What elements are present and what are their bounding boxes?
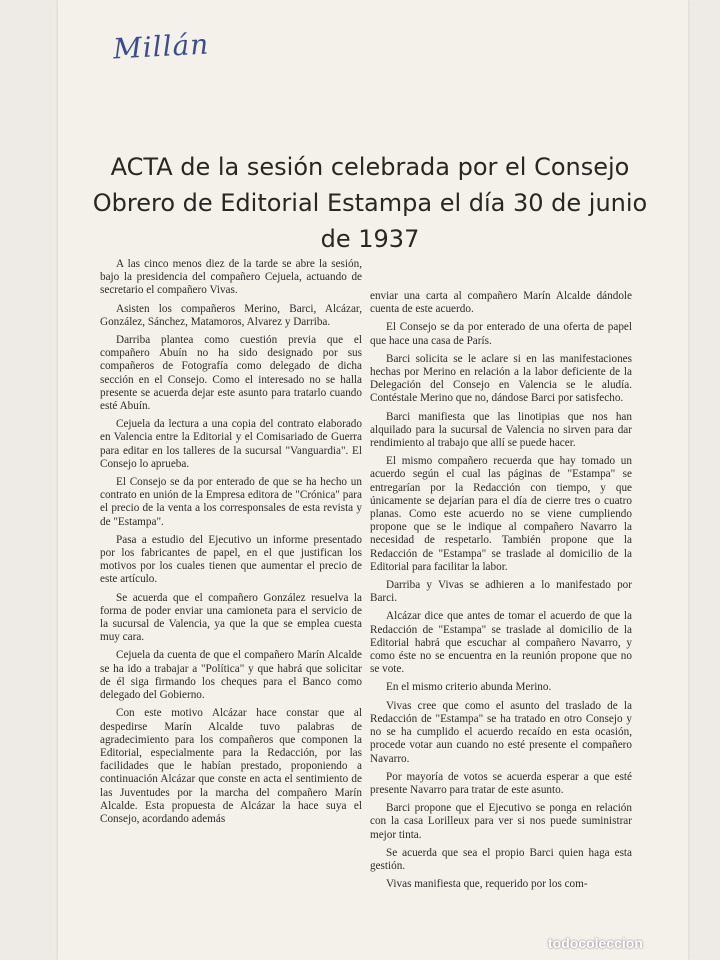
paragraph: Barci solicita se le aclare si en las manifestaciones hechas por Merino en relación a la labor deficiente de la Delegación del Consejo en Valencia se le aludía. Contéstale Merino que no, dándose Barci por satisfecho. xyxy=(370,352,632,405)
right-column xyxy=(370,290,632,896)
paragraph: Alcázar dice que antes de tomar el acuerdo de que la Redacción de "Estampa" se traslade al domicilio de la Editorial habrá que escuchar al compañero Navarro, y como éste no se encuentra en la reunión propone que no se vote. xyxy=(370,610,632,676)
document-title: ACTA de la sesión celebrada por el Consejo Obrero de Editorial Estampa el día 30 de junio de 1937 xyxy=(92,153,648,254)
handwritten-signature: Millán xyxy=(112,27,211,66)
paragraph: En el mismo criterio abunda Merino. xyxy=(386,681,552,694)
paragraph-continuation: enviar una carta al compañero Marín Alcalde dándole cuenta de este acuerdo. xyxy=(370,290,632,316)
paragraph: Se acuerda que el compañero González resuelva la forma de poder enviar una camioneta para el servicio de la sucursal de Valencia, ya que la que se emplea cuesta muy cara. xyxy=(100,591,362,644)
paragraph: Cejuela da cuenta de que el compañero Marín Alcalde se ha ido a trabajar a "Política" y que habrá que solicitar de él siga firmando los cheques para el Banco como delegado del Gobierno. xyxy=(100,649,362,702)
paragraph: Se acuerda que sea el propio Barci quien haga esta gestión. xyxy=(370,846,632,872)
watermark-logo: todocoleccion xyxy=(548,935,643,951)
paragraph: Cejuela da lectura a una copia del contrato elaborado en Valencia entre la Editorial y el Comisariado de Guerra para editar en los talleres de la sucursal "Vanguardia". El Consejo lo aprueba. xyxy=(100,418,362,470)
paragraph: Darriba plantea como cuestión previa que el compañero Abuín no ha sido designado por sus compañeros de Fotografía como delegado de dicha sección en el Consejo. Como el interesado no se halla presente se acuerda dejar este asunto para tratarlo cuando esté Abuín. xyxy=(100,334,362,413)
paragraph: El Consejo se da por enterado de que se ha hecho un contrato en unión de la Empresa editora de "Crónica" para el precio de la venta a los corresponsales de esta revista y de "Estampa". xyxy=(100,476,362,528)
paragraph: Pasa a estudio del Ejecutivo un informe presentado por los fabricantes de papel, en el que justifican los motivos por los cuales tienen que aumentar el precio de este artículo. xyxy=(100,533,362,586)
paragraph: A las cinco menos diez de la tarde se abre la sesión, bajo la presidencia del compañero Cejuela, actuando de secretario el compañero Vivas. xyxy=(100,258,362,297)
paragraph: El Consejo se da por enterado de una oferta de papel que hace una casa de París. xyxy=(370,321,632,347)
paragraph: Vivas cree que como el asunto del traslado de la Redacción de "Estampa" se ha tratado en otro Consejo y no se ha cumplido el acuerdo recaído en esta ocasión, procede votar aun cuando no esté presente el compañero Navarro. xyxy=(370,699,632,765)
paragraph: Barci propone que el Ejecutivo se ponga en relación con la casa Lorilleux para ver si nos puede suministrar mejor tinta. xyxy=(370,802,632,841)
paragraph: Barci manifiesta que las linotipias que nos han alquilado para la sucursal de Valencia no sirven para dar rendimiento al trabajo que allí se puede hacer. xyxy=(370,410,632,450)
paragraph: Vivas manifiesta que, requerido por los com- xyxy=(386,878,588,891)
paragraph: Por mayoría de votos se acuerda esperar a que esté presente Navarro para tratar de este asunto. xyxy=(370,770,632,796)
paragraph: Asisten los compañeros Merino, Barci, Alcázar, González, Sánchez, Matamoros, Alvarez y Darriba. xyxy=(100,302,362,328)
left-column xyxy=(100,258,362,831)
paragraph: El mismo compañero recuerda que hay tomado un acuerdo según el cual las páginas de "Estampa" se entregarían por la Redacción con tiempo, y que únicamente se dejarían para el día de cierre tres o cuatro planas. Como este acuerdo no se viene cumpliendo propone que se le indique al compañero Navarro la necesidad de respetarlo. También propone que la Redacción de "Estampa" se traslade al domicilio de la Editorial para facilitar la labor. xyxy=(370,455,632,573)
paragraph: Con este motivo Alcázar hace constar que al despedirse Marín Alcalde tuvo palabras de agradecimiento para los compañeros que componen la Editorial, especialmente para la Redacción, por las facilidades que le habían prestado, proponiendo a continuación Alcázar que conste en acta el sentimiento de las Juventudes por la marcha del compañero Marín Alcalde. Esta propuesta de Alcázar la hace suya el Consejo, acordando además xyxy=(100,707,362,825)
paragraph: Darriba y Vivas se adhieren a lo manifestado por Barci. xyxy=(370,579,632,605)
